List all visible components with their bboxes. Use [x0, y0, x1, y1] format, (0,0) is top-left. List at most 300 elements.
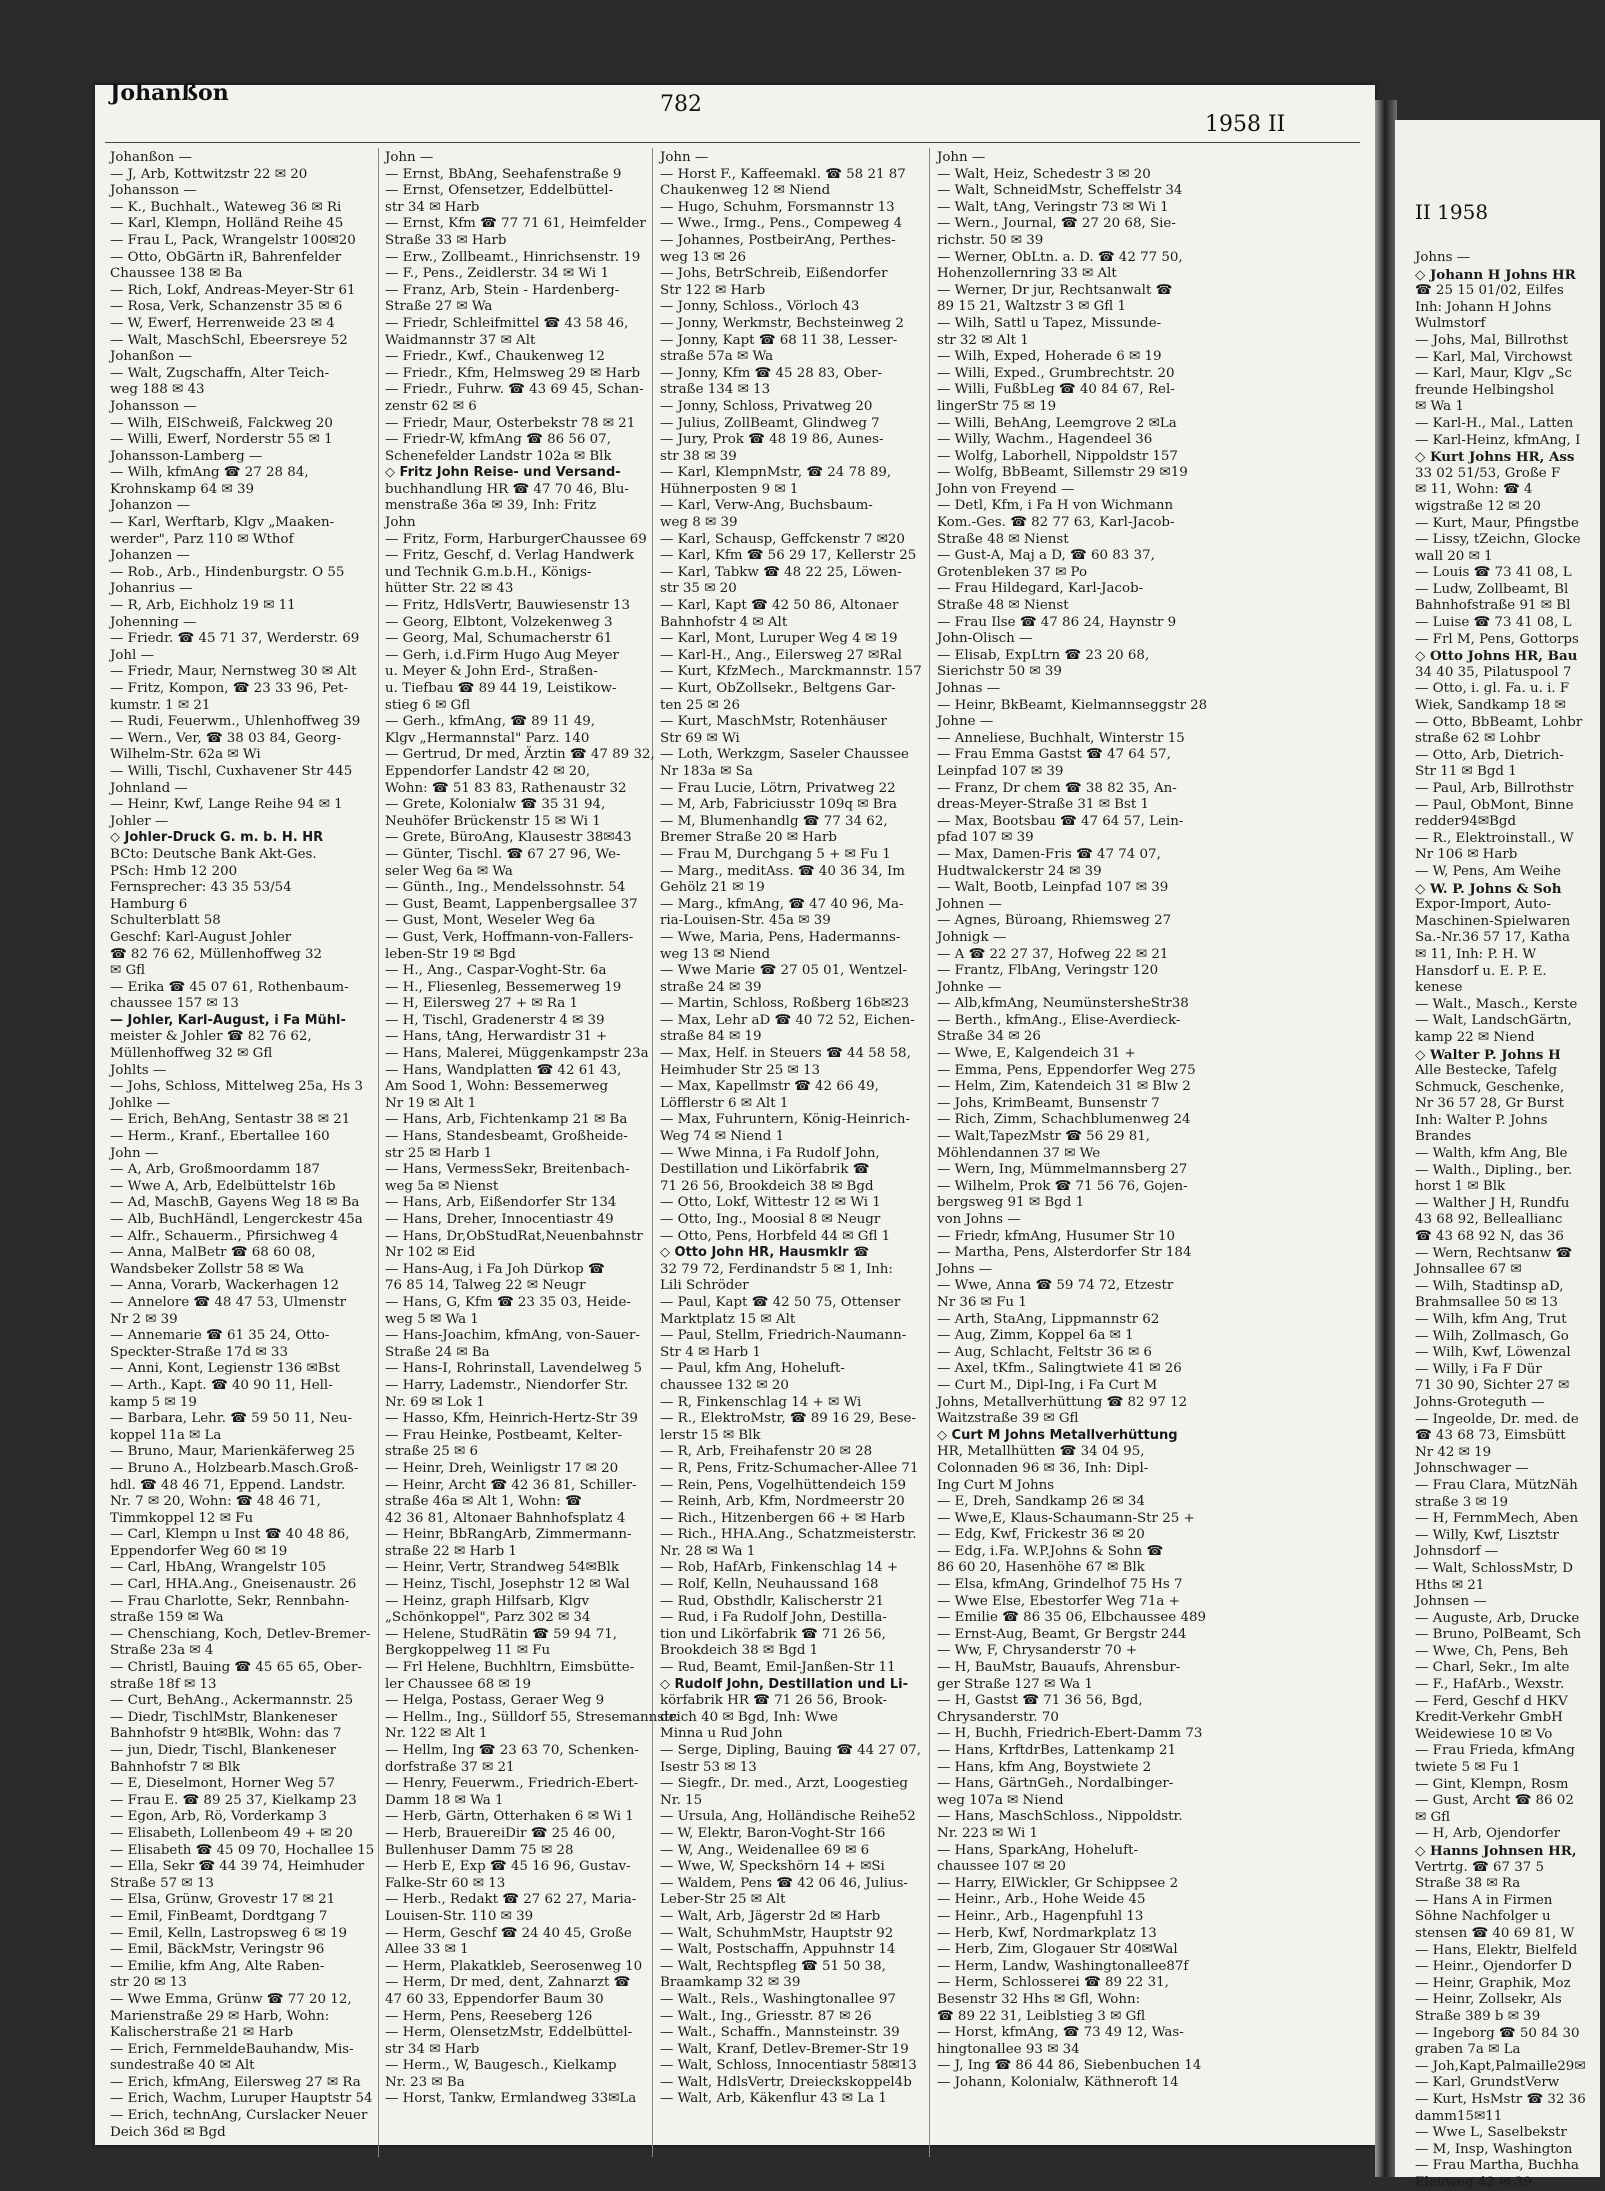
directory-entry: — Friedr, Schleifmittel ☎ 43 58 46,	[385, 315, 629, 331]
directory-entry: Waidmannstr 37 ✉ Alt	[385, 332, 536, 348]
directory-entry: — Herm, Dr med, dent, Zahnarzt ☎	[385, 1975, 631, 1991]
directory-entry: chaussee 132 ✉ 20	[660, 1377, 789, 1393]
directory-entry: — Karl, Mont, Luruper Weg 4 ✉ 19	[660, 631, 898, 647]
directory-entry: — Hans, SparkAng, Hoheluft-	[937, 1842, 1138, 1858]
directory-entry: Brahmsallee 50 ✉ 13	[1415, 1295, 1558, 1311]
directory-entry: Johns, Metallverhüttung ☎ 82 97 12	[937, 1394, 1188, 1410]
directory-entry: — Wilh, Stadtinsp aD,	[1415, 1278, 1564, 1294]
directory-entry: meister & Johler ☎ 82 76 62,	[110, 1029, 312, 1045]
directory-entry: Müllenhoffweg 32 ✉ Gfl	[110, 1046, 273, 1062]
directory-entry: — Erich, FernmeldeBauhandw, Mis-	[110, 2041, 354, 2057]
directory-entry: — Jonny, Kfm ☎ 45 28 83, Ober-	[660, 365, 883, 381]
directory-entry: — Egon, Arb, Rö, Vorderkamp 3	[110, 1809, 327, 1825]
directory-entry: koppel 11a ✉ La	[110, 1427, 222, 1443]
directory-entry: — Wwe, Anna ☎ 59 74 72, Etzestr	[937, 1278, 1174, 1294]
directory-entry: — Jonny, Schloss, Privatweg 20	[660, 398, 873, 414]
directory-entry: 33 02 51/53, Große F	[1415, 465, 1561, 481]
directory-entry: Chaukenweg 12 ✉ Niend	[660, 183, 831, 199]
directory-entry: ler Chaussee 68 ✉ 19	[385, 1676, 532, 1692]
directory-entry: — Karl-H., Mal., Latten	[1415, 415, 1574, 431]
directory-entry: John	[385, 515, 416, 531]
directory-entry: — Henry, Feuerwm., Friedrich-Ebert-	[385, 1776, 639, 1792]
directory-entry: Hansdorf u. E. P. E.	[1415, 963, 1547, 979]
directory-entry: — Walt, tAng, Veringstr 73 ✉ Wi 1	[937, 199, 1169, 215]
directory-entry: — W, Elektr, Baron-Voght-Str 166	[660, 1825, 886, 1841]
directory-entry: — Wwe, Maria, Pens, Hadermanns-	[660, 929, 901, 945]
directory-entry: — Friedr-W, kfmAng ☎ 86 56 07,	[385, 432, 611, 448]
directory-entry: menstraße 36a ✉ 39, Inh: Fritz	[385, 498, 597, 514]
directory-entry: — Horst, kfmAng, ☎ 73 49 12, Was-	[937, 2025, 1184, 2041]
directory-entry: graben 7a ✉ La	[1415, 2042, 1521, 2058]
directory-entry: Wohn: ☎ 51 83 83, Rathenaustr 32	[385, 780, 627, 796]
directory-entry: 43 68 92, Belleallianc	[1415, 1212, 1563, 1228]
directory-entry: — Walth., Dipling., ber.	[1415, 1162, 1573, 1178]
directory-entry: Johansson —	[110, 183, 197, 199]
directory-entry: — W, Ewerf, Herrenweide 23 ✉ 4	[110, 315, 335, 331]
directory-entry: — Otto, i. gl. Fa. u. i. F	[1415, 681, 1570, 697]
directory-entry: Nr. 69 ✉ Lok 1	[385, 1394, 485, 1410]
directory-entry: ger Straße 127 ✉ Wa 1	[937, 1676, 1093, 1692]
directory-entry: ✉ Gfl	[110, 963, 146, 979]
directory-entry: — Marg., kfmAng, ☎ 47 40 96, Ma-	[660, 896, 904, 912]
directory-entry: — Heinr, Archt ☎ 42 36 81, Schiller-	[385, 1477, 637, 1493]
directory-entry: — Edg, i.Fa. W.P.Johns & Sohn ☎	[937, 1543, 1164, 1559]
directory-entry: Colonnaden 96 ✉ 36, Inh: Dipl-	[937, 1460, 1149, 1476]
directory-entry: — Wilhelm, Prok ☎ 71 56 76, Gojen-	[937, 1178, 1188, 1194]
directory-entry: — Ingeborg ☎ 50 84 30	[1415, 2025, 1580, 2041]
directory-entry: chaussee 157 ✉ 13	[110, 996, 239, 1012]
directory-entry: — Fritz, Geschf, d. Verlag Handwerk	[385, 548, 634, 564]
directory-entry: freunde Helbingshol	[1415, 382, 1555, 398]
directory-entry: — Walt, Bootb, Leinpfad 107 ✉ 39	[937, 880, 1169, 896]
directory-entry: John —	[937, 150, 986, 165]
directory-entry: — Ella, Sekr ☎ 44 39 74, Heimhuder	[110, 1859, 365, 1875]
directory-entry: ◇ Otto Johns HR, Bau	[1415, 648, 1578, 665]
directory-entry: — Günter, Tischl. ☎ 67 27 96, We-	[385, 846, 621, 862]
directory-entry: — Walt, Postschaffn, Appuhnstr 14	[660, 1942, 896, 1958]
directory-entry: Johenning —	[110, 614, 197, 630]
directory-entry: — Herm., W, Baugesch., Kielkamp	[385, 2058, 617, 2074]
directory-entry: — W, Ang., Weidenallee 69 ✉ 6	[660, 1842, 870, 1858]
directory-entry: Grotenbleken 37 ✉ Po	[937, 564, 1088, 580]
directory-entry: Johanrius —	[110, 581, 193, 597]
directory-entry: Lili Schröder	[660, 1278, 749, 1294]
directory-entry: Isestr 53 ✉ 13	[660, 1759, 757, 1775]
directory-entry: — Kurt, Maur, Pfingstbe	[1415, 515, 1579, 531]
directory-entry: — Paul, Kapt ☎ 42 50 75, Ottenser	[660, 1294, 901, 1310]
directory-entry: — Frau L, Pack, Wrangelstr 100✉20	[110, 232, 356, 248]
directory-entry: — M, Insp, Washington	[1415, 2141, 1573, 2157]
directory-entry: — Frau Hildegard, Karl-Jacob-	[937, 581, 1144, 597]
directory-entry: — Walt, Heiz, Schedestr 3 ✉ 20	[937, 166, 1151, 182]
directory-entry: — Karl-Heinz, kfmAng, I	[1415, 432, 1581, 448]
directory-entry: ✉ 11, Wohn: ☎ 4	[1415, 482, 1533, 498]
directory-entry: kamp 5 ✉ 19	[110, 1394, 197, 1410]
directory-entry: — R., ElektroMstr, ☎ 89 16 29, Bese-	[660, 1411, 917, 1427]
directory-entry: — Hans-Aug, i Fa Joh Dürkop ☎	[385, 1261, 605, 1277]
directory-entry: — Rob, HafArb, Finkenschlag 14 +	[660, 1560, 899, 1576]
directory-entry: Straße 23a ✉ 4	[110, 1643, 214, 1659]
directory-entry: — Emilie ☎ 86 35 06, Elbchaussee 489	[937, 1610, 1206, 1626]
directory-entry: ☎ 89 22 31, Leiblstieg 3 ✉ Gfl	[937, 2008, 1146, 2024]
directory-entry: — H, Eilersweg 27 + ✉ Ra 1	[385, 996, 578, 1012]
directory-entry: — Friedr, Maur, Nernstweg 30 ✉ Alt	[110, 664, 357, 680]
directory-entry: buchhandlung HR ☎ 47 70 46, Blu-	[385, 481, 629, 497]
page-number: 782	[660, 92, 702, 117]
directory-entry: — A ☎ 22 27 37, Hofweg 22 ✉ 21	[937, 946, 1169, 962]
directory-entry: — Heinr, Graphik, Moz	[1415, 1975, 1571, 1991]
directory-entry: — Rosa, Verk, Schanzenstr 35 ✉ 6	[110, 299, 343, 315]
directory-entry: — Wwe Minna, i Fa Rudolf John,	[660, 1145, 880, 1161]
directory-entry: John —	[110, 1145, 159, 1161]
directory-entry: — Anneliese, Buchhalt, Winterstr 15	[937, 730, 1185, 746]
directory-entry: Johns —	[1415, 250, 1471, 265]
directory-entry: Geschf: Karl-August Johler	[110, 929, 292, 945]
directory-entry: — Ernst, Ofensetzer, Eddelbüttel-	[385, 183, 614, 199]
directory-entry: Chaussee 138 ✉ Ba	[110, 266, 243, 282]
directory-entry: — Karl, GrundstVerw	[1415, 2075, 1560, 2091]
directory-entry: — Hans, Arb, Eißendorfer Str 134	[385, 1195, 617, 1211]
directory-entry: Marienstraße 29 ✉ Harb, Wohn:	[110, 2008, 330, 2024]
directory-entry: — Heinr, Vertr, Strandweg 54✉Blk	[385, 1560, 620, 1576]
directory-entry: — Frl Helene, Buchhltrn, Eimsbütte-	[385, 1660, 635, 1676]
directory-entry: — Arth, StaAng, Lippmannstr 62	[937, 1311, 1160, 1327]
directory-entry: — Hans, Arb, Fichtenkamp 21 ✉ Ba	[385, 1112, 628, 1128]
directory-entry: Brandes	[1415, 1129, 1472, 1145]
directory-entry: straße 57a ✉ Wa	[660, 349, 774, 365]
directory-entry: — Edg, Kwf, Frickestr 36 ✉ 20	[937, 1527, 1145, 1543]
directory-entry: Bullenhuser Damm 75 ✉ 28	[385, 1842, 574, 1858]
directory-entry: ✉ Wa 1	[1415, 399, 1464, 415]
directory-entry: stensen ☎ 40 69 81, W	[1415, 1925, 1575, 1941]
directory-entry: 71 26 56, Brookdeich 38 ✉ Bgd	[660, 1178, 874, 1194]
directory-entry: Kom.-Ges. ☎ 82 77 63, Karl-Jacob-	[937, 515, 1175, 531]
directory-entry: — Carl, HHA.Ang., Gneisenaustr. 26	[110, 1577, 357, 1593]
directory-entry: — Otto, Arb, Dietrich-	[1415, 747, 1564, 763]
directory-entry: — Wilh, ElSchweiß, Falckweg 20	[110, 415, 333, 431]
directory-entry: Hühnerposten 9 ✉ 1	[660, 481, 799, 497]
directory-entry: — Wilh, kfmAng ☎ 27 28 84,	[110, 465, 309, 481]
directory-entry: Kredit-Verkehr GmbH	[1415, 1710, 1563, 1726]
directory-entry: — Walt, Rechtspfleg ☎ 51 50 38,	[660, 1958, 886, 1974]
directory-entry: Straße 24 ✉ Ba	[385, 1344, 490, 1360]
directory-entry: Leber-Str 25 ✉ Alt	[660, 1892, 786, 1908]
directory-entry: — Willi, Exped., Grumbrechtstr. 20	[937, 365, 1175, 381]
directory-entry: — Gint, Klempn, Rosm	[1415, 1776, 1569, 1792]
directory-entry: ten 25 ✉ 26	[660, 697, 740, 713]
directory-entry: — Heinz, graph Hilfsarb, Klgv	[385, 1593, 590, 1609]
directory-entry: — Frau Frieda, kfmAng	[1415, 1743, 1575, 1759]
directory-entry: — Jonny, Kapt ☎ 68 11 38, Lesser-	[660, 332, 898, 348]
directory-entry: Gehölz 21 ✉ 19	[660, 880, 765, 896]
directory-entry: — Johann, Kolonialw, Käthneroft 14	[937, 2074, 1179, 2090]
directory-entry: — Max, Helf. in Steuers ☎ 44 58 58,	[660, 1046, 911, 1062]
directory-entry: — Georg, Elbtont, Volzekenweg 3	[385, 614, 613, 630]
directory-entry: Johnigk —	[937, 929, 1007, 945]
directory-entry: Möhlendannen 37 ✉ We	[937, 1145, 1101, 1161]
directory-entry: werder", Parz 110 ✉ Wthof	[110, 531, 294, 547]
directory-entry: — Loth, Werkzgm, Saseler Chaussee	[660, 747, 909, 763]
directory-entry: Braamkamp 32 ✉ 39	[660, 1975, 801, 1991]
directory-entry: John —	[385, 150, 434, 165]
directory-entry: — Friedr., Kwf., Chaukenweg 12	[385, 349, 605, 365]
directory-entry: — Frau Martha, Buchha	[1415, 2158, 1579, 2174]
directory-entry: straße 46a ✉ Alt 1, Wohn: ☎	[385, 1494, 582, 1510]
directory-entry: ◇ W. P. Johns & Soh	[1415, 880, 1562, 897]
directory-entry: Besenstr 32 Hhs ✉ Gfl, Wohn:	[937, 1991, 1141, 2007]
directory-entry: Straße 48 ✉ Nienst	[937, 598, 1069, 614]
directory-entry: Johns-Groteguth —	[1415, 1394, 1545, 1410]
directory-entry: Bahnhofstraße 91 ✉ Bl	[1415, 598, 1571, 614]
directory-entry: — Hans, Dreher, Innocentiastr 49	[385, 1212, 614, 1227]
directory-entry: — Walt, Arb, Käkenflur 43 ✉ La 1	[660, 2091, 887, 2107]
directory-entry: — Willi, FußbLeg ☎ 40 84 67, Rel-	[937, 382, 1175, 398]
directory-entry: — Elsa, kfmAng, Grindelhof 75 Hs 7	[937, 1577, 1183, 1593]
directory-entry: — Walt, Kranf, Detlev-Bremer-Str 19	[660, 2041, 909, 2057]
directory-entry: — Rud, Beamt, Emil-Janßen-Str 11	[660, 1660, 896, 1676]
directory-entry: — Kurt, MaschMstr, Rotenhäuser	[660, 714, 887, 730]
directory-entry: Nr. 7 ✉ 20, Wohn: ☎ 48 46 71,	[110, 1494, 321, 1510]
directory-entry: — Walther J H, Rundfu	[1415, 1195, 1570, 1211]
directory-entry: — Herm, Schlosserei ☎ 89 22 31,	[937, 1975, 1169, 1991]
directory-entry: — Hellm, Ing ☎ 23 63 70, Schenken-	[385, 1743, 639, 1758]
directory-column-4	[937, 150, 1237, 2091]
directory-entry: — Max, Bootsbau ☎ 47 64 57, Lein-	[937, 813, 1184, 829]
directory-entry: 76 85 14, Talweg 22 ✉ Neugr	[385, 1278, 586, 1294]
directory-entry: — Louis ☎ 73 41 08, L	[1415, 565, 1572, 581]
directory-entry: u. Tiefbau ☎ 89 44 19, Leistikow-	[385, 681, 617, 696]
directory-entry: — Frl M, Pens, Gottorps	[1415, 631, 1579, 647]
directory-entry: — Kurt, ObZollsekr., Beltgens Gar-	[660, 681, 896, 696]
directory-entry: — Detl, Kfm, i Fa H von Wichmann	[937, 498, 1174, 514]
directory-entry: Bergkoppelweg 11 ✉ Fu	[385, 1643, 551, 1659]
directory-entry: Heimhuder Str 25 ✉ 13	[660, 1062, 821, 1078]
directory-entry: — Walt., Schaffn., Mannsteinstr. 39	[660, 2025, 900, 2041]
directory-entry: — Gust, Verk, Hoffmann-von-Fallers-	[385, 929, 634, 945]
directory-entry: — R., Elektroinstall., W	[1415, 830, 1574, 846]
directory-entry: — Erika ☎ 45 07 61, Rothenbaum-	[110, 979, 349, 995]
directory-entry: weg 13 ✉ 26	[660, 249, 747, 265]
directory-entry: — Marg., meditAss. ☎ 40 36 34, Im	[660, 863, 905, 879]
directory-entry: — Hans, tAng, Herwardistr 31 +	[385, 1029, 608, 1045]
directory-entry: — F., HafArb., Wexstr.	[1415, 1677, 1565, 1693]
directory-entry: sundestraße 40 ✉ Alt	[110, 2058, 255, 2074]
directory-entry: — Heinr., Ojendorfer D	[1415, 1959, 1572, 1975]
directory-entry: — W, Pens, Am Weihe	[1415, 863, 1561, 879]
directory-entry: — Walt, HdlsVertr, Dreieckskoppel4b	[660, 2074, 912, 2090]
directory-entry: — Grete, Kolonialw ☎ 35 31 94,	[385, 797, 606, 813]
directory-entry: Deich 36d ✉ Bgd	[110, 2124, 226, 2140]
directory-entry: ✉ Gfl	[1415, 1809, 1451, 1825]
directory-entry: — Elisabeth ☎ 45 09 70, Hochallee 15	[110, 1842, 375, 1858]
directory-entry: — Grete, BüroAng, Klausestr 38✉43	[385, 830, 632, 846]
directory-entry: von Johns —	[937, 1212, 1021, 1227]
directory-entry: — H, Arb, Ojendorfer	[1415, 1826, 1560, 1842]
directory-entry: — Heinr, BbRangArb, Zimmermann-	[385, 1527, 632, 1543]
directory-entry: — Wwe Emma, Grünw ☎ 77 20 12,	[110, 1991, 352, 2007]
directory-entry: — R, Arb, Freihafenstr 20 ✉ 28	[660, 1444, 873, 1460]
directory-entry: — Ernst-Aug, Beamt, Gr Bergstr 244	[937, 1626, 1187, 1642]
directory-entry: Brookdeich 38 ✉ Bgd 1	[660, 1643, 819, 1659]
directory-entry: — Wilh, Kwf, Löwenzal	[1415, 1345, 1571, 1361]
directory-entry: — Wwe Else, Ebestorfer Weg 71a +	[937, 1593, 1180, 1609]
directory-entry: stieg 6 ✉ Gfl	[385, 697, 471, 713]
directory-entry: — Emilie, kfm Ang, Alte Raben-	[110, 1958, 325, 1974]
directory-entry: — H, Tischl, Gradenerstr 4 ✉ 39	[385, 1012, 605, 1028]
directory-entry: — Alb, BuchHändl, Lengerckestr 45a	[110, 1212, 363, 1227]
directory-entry: — Martin, Schloss, Roßberg 16b✉23	[660, 996, 910, 1012]
directory-entry: — Ferd, Geschf d HKV	[1415, 1693, 1568, 1709]
directory-entry: 34 40 35, Pilatuspool 7	[1415, 664, 1572, 680]
directory-entry: — Carl, Klempn u Inst ☎ 40 48 86,	[110, 1527, 350, 1543]
directory-entry: — Willy, Wachm., Hagendeel 36	[937, 432, 1153, 448]
directory-entry: Nr 36 ✉ Fu 1	[937, 1294, 1027, 1310]
directory-entry: — M, Blumenhandlg ☎ 77 34 62,	[660, 813, 888, 829]
directory-entry: str 25 ✉ Harb 1	[385, 1145, 493, 1161]
directory-entry: Krohnskamp 64 ✉ 39	[110, 481, 255, 497]
directory-entry: — Alfr., Schauerm., Pfirsichweg 4	[110, 1228, 339, 1244]
directory-entry: Str 69 ✉ Wi	[660, 730, 740, 746]
directory-entry: Nr 2 ✉ 39	[110, 1311, 178, 1327]
directory-entry: ✉ 11, Inh: P. H. W	[1415, 946, 1537, 962]
directory-entry: — Frau Ilse ☎ 47 86 24, Haynstr 9	[937, 614, 1177, 630]
directory-entry: Expor-Import, Auto-	[1415, 897, 1552, 913]
directory-entry: str 32 ✉ Alt 1	[937, 332, 1029, 348]
directory-entry: — Bruno, Maur, Marienkäferweg 25	[110, 1444, 356, 1460]
directory-entry: — Werner, Dr jur, Rechtsanwalt ☎	[937, 282, 1173, 298]
directory-entry: — Wern., Journal, ☎ 27 20 68, Sie-	[937, 216, 1176, 232]
directory-entry: — Johs, BetrSchreib, Eißendorfer	[660, 266, 888, 282]
directory-entry: — Wwe Marie ☎ 27 05 01, Wentzel-	[660, 963, 908, 979]
directory-entry: Löfflerstr 6 ✉ Alt 1	[660, 1095, 789, 1111]
directory-entry: — Frau Heinke, Postbeamt, Kelter-	[385, 1427, 623, 1443]
directory-entry: — Wilh, Exped, Hoherade 6 ✉ 19	[937, 349, 1162, 365]
directory-entry: — Hans, GärtnGeh., Nordalbinger-	[937, 1776, 1174, 1792]
directory-entry: Johne —	[937, 714, 994, 730]
directory-entry: — Hugo, Schuhm, Forsmannstr 13	[660, 199, 895, 215]
directory-entry: Johnsen —	[1415, 1594, 1487, 1610]
directory-entry: ◇ Walter P. Johns H	[1415, 1046, 1561, 1063]
directory-entry: — Rein, Pens, Vogelhüttendeich 159	[660, 1477, 906, 1493]
directory-entry: — Rich, Zimm, Schachblumenweg 24	[937, 1112, 1191, 1128]
directory-entry: John —	[660, 150, 709, 165]
directory-entry: bergsweg 91 ✉ Bgd 1	[937, 1195, 1085, 1211]
directory-entry: — R, Pens, Fritz-Schumacher-Allee 71	[660, 1460, 919, 1476]
directory-entry: körfabrik HR ☎ 71 26 56, Brook-	[660, 1693, 888, 1709]
directory-entry: Johns —	[937, 1261, 993, 1277]
directory-entry: — Erw., Zollbeamt., Hinrichsenstr. 19	[385, 249, 641, 265]
directory-entry: zenstr 62 ✉ 6	[385, 398, 477, 414]
directory-entry: — Barbara, Lehr. ☎ 59 50 11, Neu-	[110, 1411, 353, 1427]
directory-entry: weg 8 ✉ 39	[660, 515, 738, 531]
directory-entry: Speckter-Straße 17d ✉ 33	[110, 1344, 288, 1360]
directory-entry: — Chenschiang, Koch, Detlev-Bremer-	[110, 1626, 371, 1642]
directory-entry: — Paul, ObMont, Binne	[1415, 797, 1574, 813]
directory-entry: — Auguste, Arb, Drucke	[1415, 1610, 1580, 1626]
directory-entry: Waitzstraße 39 ✉ Gfl	[937, 1411, 1079, 1427]
directory-entry: kenese	[1415, 980, 1463, 996]
directory-entry: — Jonny, Schloss., Vörloch 43	[660, 299, 860, 315]
directory-entry: — Gust, Beamt, Lappenbergsallee 37	[385, 896, 638, 912]
directory-entry: — Anni, Kont, Legienstr 136 ✉Bst	[110, 1361, 340, 1377]
directory-entry: Johnland —	[110, 780, 188, 796]
directory-entry: — H, BauMstr, Bauaufs, Ahrensbur-	[937, 1660, 1181, 1676]
directory-entry: — Herb E, Exp ☎ 45 16 96, Gustav-	[385, 1859, 631, 1875]
directory-entry: 71 30 90, Sichter 27 ✉	[1415, 1378, 1570, 1394]
directory-entry: — Wilh, Zollmasch, Go	[1415, 1328, 1569, 1344]
directory-entry: — Rolf, Kelln, Neuhaussand 168	[660, 1577, 879, 1593]
directory-entry: — Wwe L, Saselbekstr	[1415, 2125, 1567, 2141]
directory-entry: — Karl-H., Ang., Eilersweg 27 ✉Ral	[660, 647, 902, 663]
directory-entry: — Herb., Redakt ☎ 27 62 27, Maria-	[385, 1892, 637, 1908]
directory-entry: — Helene, StudRätin ☎ 59 94 71,	[385, 1626, 618, 1642]
directory-entry: — Günth., Ing., Mendelssohnstr. 54	[385, 880, 626, 896]
directory-entry: lerstr 15 ✉ Blk	[660, 1427, 761, 1443]
directory-entry: straße 159 ✉ Wa	[110, 1610, 224, 1626]
directory-entry: — Annelore ☎ 48 47 53, Ulmenstr	[110, 1294, 346, 1310]
column-divider	[929, 148, 930, 2157]
directory-entry: — Curt, BehAng., Ackermannstr. 25	[110, 1693, 354, 1709]
directory-entry: — Diedr, TischlMstr, Blankeneser	[110, 1709, 338, 1725]
directory-entry: twiete 5 ✉ Fu 1	[1415, 1760, 1521, 1776]
directory-entry: — Kurt, KfzMech., Marckmannstr. 157	[660, 664, 922, 680]
directory-entry: Nr. 23 ✉ Ba	[385, 2074, 465, 2090]
directory-entry: Sa.-Nr.36 57 17, Katha	[1415, 930, 1570, 946]
directory-entry: Damm 18 ✉ Wa 1	[385, 1792, 504, 1808]
directory-entry: Falke-Str 60 ✉ 13	[385, 1875, 506, 1891]
directory-entry: — Frau Charlotte, Sekr, Rennbahn-	[110, 1593, 350, 1609]
directory-entry: hingtonallee 93 ✉ 34	[937, 2041, 1080, 2057]
directory-entry: ◇ Hanns Johnsen HR,	[1415, 1843, 1577, 1859]
directory-entry: — Wwe., Irmg., Pens., Compeweg 4	[660, 216, 903, 232]
directory-entry: Johanzen —	[110, 548, 190, 564]
directory-entry: — Ad, MaschB, Gayens Weg 18 ✉ Ba	[110, 1195, 360, 1211]
directory-entry: str 38 ✉ 39	[660, 448, 737, 464]
directory-entry: Johanßon —	[110, 349, 192, 365]
directory-entry: hdl. ☎ 48 46 71, Eppend. Landstr.	[110, 1477, 346, 1493]
directory-entry: — Werner, ObLtn. a. D. ☎ 42 77 50,	[937, 249, 1183, 265]
directory-entry: Johnke —	[937, 979, 1002, 995]
directory-entry: Hths ✉ 21	[1415, 1577, 1485, 1593]
directory-entry: Bahnhofstr 4 ✉ Alt	[660, 614, 788, 630]
directory-entry: Straße 48 ✉ Nienst	[937, 531, 1069, 547]
directory-entry: — Martha, Pens, Alsterdorfer Str 184	[937, 1245, 1192, 1261]
directory-entry: kamp 22 ✉ Niend	[1415, 1029, 1535, 1045]
directory-entry: — Arth., Kapt. ☎ 40 90 11, Hell-	[110, 1377, 333, 1393]
directory-entry: — Karl, KlempnMstr, ☎ 24 78 89,	[660, 465, 892, 481]
directory-entry: — Walt, SchlossMstr, D	[1415, 1560, 1573, 1576]
directory-entry: Schenefelder Landstr 102a ✉ Blk	[385, 448, 612, 464]
directory-entry: Nr. 122 ✉ Alt 1	[385, 1726, 488, 1742]
directory-entry: Marktplatz 15 ✉ Alt	[660, 1311, 796, 1327]
directory-entry: — Axel, tKfm., Salingtwiete 41 ✉ 26	[937, 1361, 1182, 1377]
directory-entry: — Agnes, Büroang, Rhiemsweg 27	[937, 913, 1172, 929]
directory-entry: — Hellm., Ing., Sülldorf 55, Stresemannstr.	[385, 1709, 679, 1725]
directory-entry: — Wern, Ing, Mümmelmannsberg 27	[937, 1162, 1188, 1178]
directory-entry: — Johannes, PostbeirAng, Perthes-	[660, 232, 896, 248]
directory-entry: — Rob., Arb., Hindenburgstr. O 55	[110, 564, 345, 580]
directory-entry: — R, Arb, Eichholz 19 ✉ 11	[110, 598, 296, 614]
directory-entry: u. Meyer & John Erd-, Straßen-	[385, 664, 598, 680]
directory-entry: — Harry, ElWickler, Gr Schippsee 2	[937, 1875, 1179, 1891]
directory-entry: hütter Str. 22 ✉ 43	[385, 581, 514, 597]
directory-entry: — Walt., Rels., Washingtonallee 97	[660, 1991, 896, 2007]
directory-entry: — Bruno, PolBeamt, Sch	[1415, 1627, 1582, 1643]
directory-entry: — Max, Lehr aD ☎ 40 72 52, Eichen-	[660, 1012, 915, 1028]
directory-entry: Alle Bestecke, Tafelg	[1415, 1063, 1558, 1079]
directory-entry: Johler —	[110, 813, 169, 829]
directory-entry: — Wern, Rechtsanw ☎	[1415, 1245, 1573, 1261]
